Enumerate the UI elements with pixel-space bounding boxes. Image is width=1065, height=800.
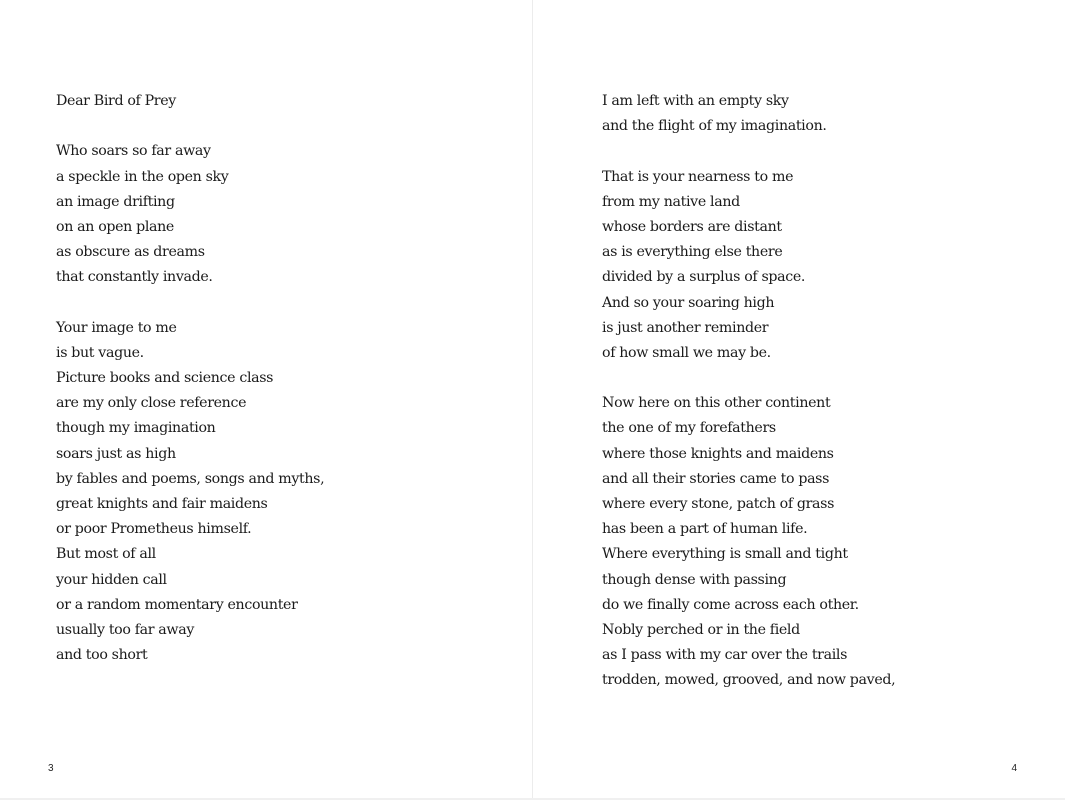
poem-line: Where everything is small and tight <box>602 546 848 563</box>
poem-line: Now here on this other continent <box>602 395 831 412</box>
poem-line: and all their stories came to pass <box>602 470 830 487</box>
poem-line: Picture books and science class <box>56 370 274 387</box>
poem-line: a speckle in the open sky <box>56 168 229 185</box>
poem-line: divided by a surplus of space. <box>602 269 806 286</box>
poem-line: as I pass with my car over the trails <box>602 647 848 664</box>
left-page <box>0 0 532 800</box>
poem-line: soars just as high <box>56 445 176 462</box>
left-poem-text <box>56 89 324 668</box>
poem-line: the one of my forefathers <box>602 420 776 437</box>
stanza-break <box>602 366 895 391</box>
poem-line: of how small we may be. <box>602 344 771 361</box>
poem-line: are my only close reference <box>56 395 247 412</box>
poem-line: your hidden call <box>56 571 167 588</box>
poem-line: is just another reminder <box>602 319 769 336</box>
poem-line: and too short <box>56 647 148 664</box>
poem-line: as obscure as dreams <box>56 244 205 261</box>
poem-line: an image drifting <box>56 193 175 210</box>
poem-line: whose borders are distant <box>602 218 782 235</box>
page-number-left: 3 <box>48 763 54 774</box>
poem-line: But most of all <box>56 546 156 563</box>
stanza-break <box>602 139 895 164</box>
poem-line: great knights and fair maidens <box>56 496 268 512</box>
poem-line: or a random momentary encounter <box>56 596 298 613</box>
poem-line: trodden, mowed, grooved, and now paved, <box>602 672 896 689</box>
poem-line: where those knights and maidens <box>602 445 834 462</box>
poem-line: do we finally come across each other. <box>602 596 859 613</box>
poem-line: by fables and poems, songs and myths, <box>56 470 325 487</box>
poem-line: Dear Bird of Prey <box>56 93 176 109</box>
poem-line: that constantly invade. <box>56 269 213 286</box>
poem-line: from my native land <box>602 193 740 210</box>
poem-line: I am left with an empty sky <box>602 93 789 109</box>
poem-line: though dense with passing <box>602 571 787 588</box>
poem-line: Nobly perched or in the field <box>602 621 800 638</box>
right-poem-text <box>602 89 895 694</box>
stanza-break <box>56 291 324 316</box>
poem-line: That is your nearness to me <box>602 168 794 185</box>
stanza-break <box>56 114 324 139</box>
poem-line: Who soars so far away <box>56 143 211 160</box>
poem-line: where every stone, patch of grass <box>602 496 835 512</box>
page-number-right: 4 <box>1011 763 1017 774</box>
poem-line: though my imagination <box>56 420 216 437</box>
poem-line: is but vague. <box>56 344 144 361</box>
poem-line: has been a part of human life. <box>602 521 808 538</box>
poem-line: Your image to me <box>56 319 177 336</box>
poem-line: And so your soaring high <box>602 294 775 311</box>
right-page <box>533 0 1065 800</box>
poem-line: usually too far away <box>56 621 194 638</box>
poem-line: as is everything else there <box>602 244 783 261</box>
poem-line: and the flight of my imagination. <box>602 118 827 135</box>
poem-line: on an open plane <box>56 218 174 235</box>
poem-line: or poor Prometheus himself. <box>56 521 252 538</box>
